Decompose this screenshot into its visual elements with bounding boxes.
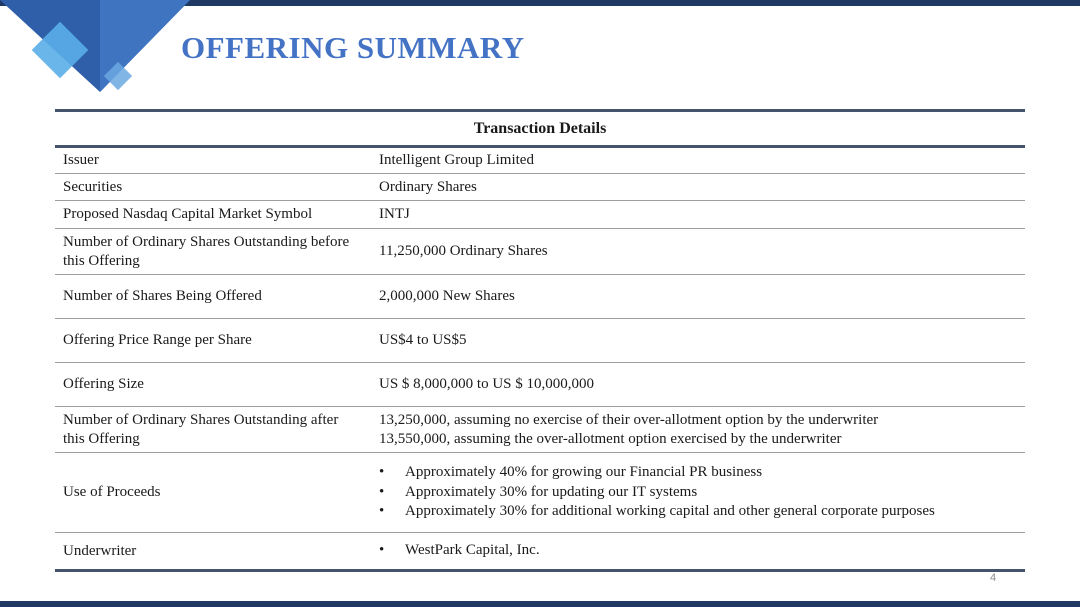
row-value: 2,000,000 New Shares: [371, 275, 1025, 319]
corner-decoration: [0, 0, 200, 100]
row-value: INTJ: [371, 201, 1025, 229]
row-label: Proposed Nasdaq Capital Market Symbol: [55, 201, 371, 229]
bullet-item: • Approximately 30% for updating our IT systems: [379, 483, 1017, 503]
table-row: [55, 147, 1025, 174]
row-label: Use of Proceeds: [55, 453, 371, 533]
table-row: [55, 229, 1025, 275]
row-label: Offering Size: [55, 363, 371, 407]
table-row: [55, 407, 1025, 453]
row-value: [371, 453, 1025, 533]
table-row: [55, 275, 1025, 319]
value-line: 13,550,000, assuming the over-allotment option exercised by the underwriter: [379, 430, 842, 447]
row-label: Number of Ordinary Shares Outstanding before this Offering: [55, 229, 371, 275]
row-value: US $ 8,000,000 to US $ 10,000,000: [371, 363, 1025, 407]
row-value: US$4 to US$5: [371, 319, 1025, 363]
row-label: Number of Shares Being Offered: [55, 275, 371, 319]
table-row: [55, 319, 1025, 363]
row-value: Ordinary Shares: [371, 174, 1025, 201]
table-row: [55, 363, 1025, 407]
row-label: Securities: [55, 174, 371, 201]
transaction-table: [55, 109, 1025, 572]
row-value: [371, 533, 1025, 571]
bullet-item: • Approximately 40% for growing our Financial PR business: [379, 463, 1017, 483]
table-row: [55, 174, 1025, 201]
page-number: 4: [990, 572, 997, 584]
table-row: [55, 533, 1025, 571]
bullet-item: • Approximately 30% for additional working capital and other general corporate purposes: [379, 502, 1017, 522]
row-label: Number of Ordinary Shares Outstanding after this Offering: [55, 407, 371, 453]
bullet-item: • WestPark Capital, Inc.: [379, 541, 1017, 561]
bottom-bar: [0, 601, 1080, 607]
table-row: [55, 453, 1025, 533]
row-label: Offering Price Range per Share: [55, 319, 371, 363]
value-line: 13,250,000, assuming no exercise of their over-allotment option by the underwriter: [379, 411, 879, 428]
bullet-list: [379, 541, 1017, 561]
row-value: Intelligent Group Limited: [371, 147, 1025, 174]
row-value: 11,250,000 Ordinary Shares: [371, 229, 1025, 275]
row-label: Issuer: [55, 147, 371, 174]
table-header: Transaction Details: [55, 111, 1025, 147]
bullet-list: [379, 463, 1017, 522]
row-value: [371, 407, 1025, 453]
table-row: [55, 201, 1025, 229]
row-label: Underwriter: [55, 533, 371, 571]
page-title: OFFERING SUMMARY: [181, 30, 525, 65]
